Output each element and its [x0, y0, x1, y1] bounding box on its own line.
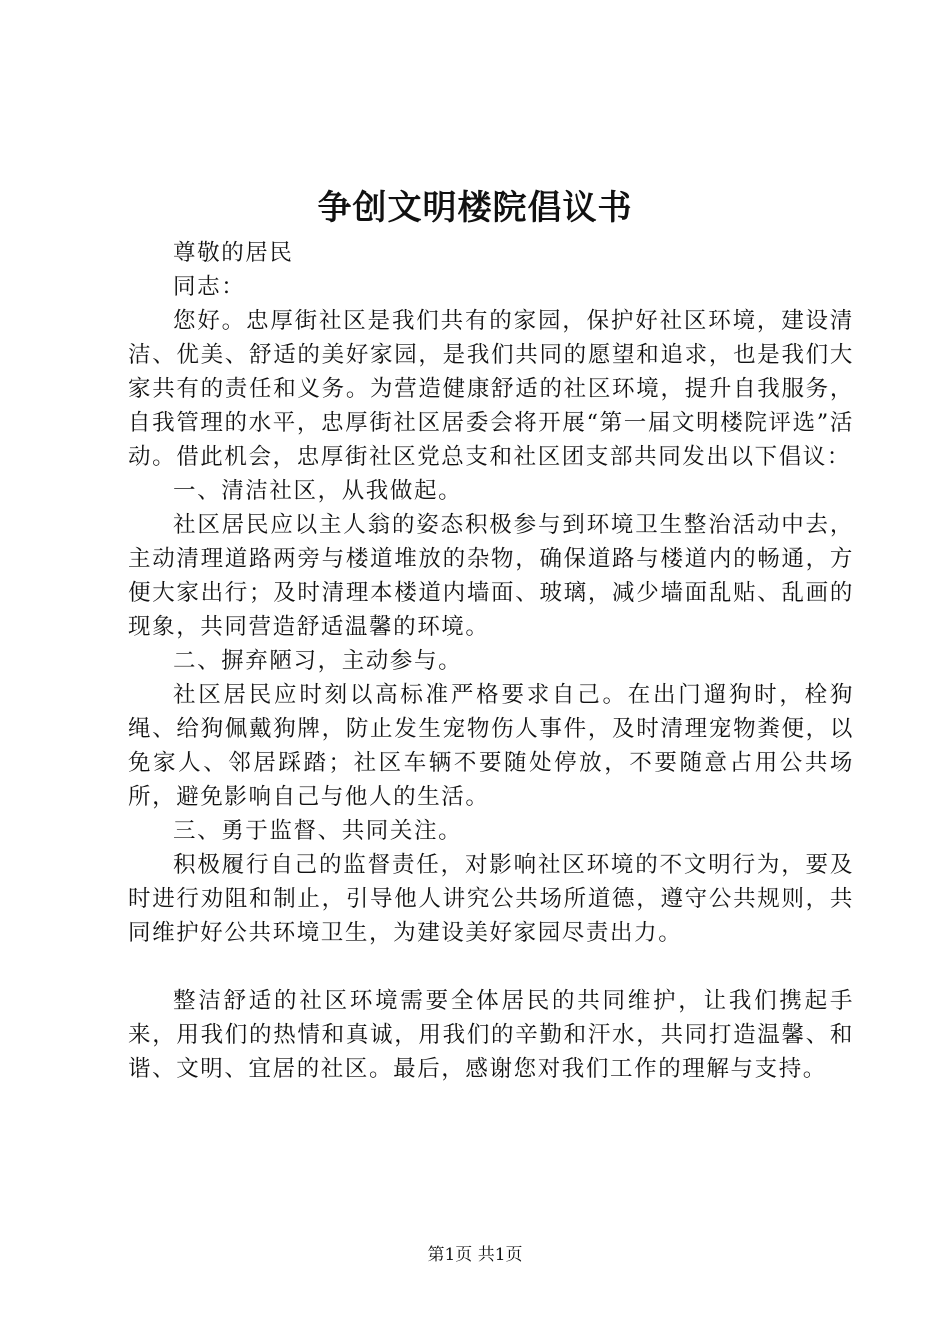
section-paragraph-1: 社区居民应以主人翁的姿态积极参与到环境卫生整治活动中去，主动清理道路两旁与楼道堆放的杂物，确保道路与楼道内的畅通，方便大家出行；及时清理本楼道内墙面、玻璃，减少墙面乱贴、乱画的现象，共同营造舒适温馨的环境。 — [128, 512, 854, 640]
section-heading-3: 三、勇于监督、共同关注。 — [173, 818, 463, 844]
section-heading-2: 二、摒弃陋习，主动参与。 — [173, 648, 463, 674]
section-paragraph-2: 社区居民应时刻以高标准严格要求自己。在出门遛狗时，栓狗绳、给狗佩戴狗牌，防止发生宠物伤人事件，及时清理宠物粪便，以免家人、邻居踩踏；社区车辆不要随处停放，不要随意占用公共场所，避免影响自己与他人的生活。 — [128, 682, 854, 810]
page-footer: 第1页 共1页 — [427, 1245, 523, 1265]
salutation-line-2: 同志： — [173, 274, 246, 300]
section-heading-1: 一、清洁社区，从我做起。 — [173, 478, 463, 504]
document-title: 争创文明楼院倡议书 — [317, 188, 633, 228]
section-paragraph-3: 积极履行自己的监督责任，对影响社区环境的不文明行为，要及时进行劝阻和制止，引导他人讲究公共场所道德，遵守公共规则，共同维护好公共环境卫生，为建设美好家园尽责出力。 — [128, 852, 854, 946]
document-body — [128, 236, 854, 1086]
closing-paragraph: 整洁舒适的社区环境需要全体居民的共同维护，让我们携起手来，用我们的热情和真诚，用我们的辛勤和汗水，共同打造温馨、和谐、文明、宜居的社区。最后，感谢您对我们工作的理解与支持。 — [128, 988, 854, 1082]
intro-paragraph: 您好。忠厚街社区是我们共有的家园，保护好社区环境，建设清洁、优美、舒适的美好家园，是我们共同的愿望和追求，也是我们大家共有的责任和义务。为营造健康舒适的社区环境，提升自我服务，自我管理的水平，忠厚街社区居委会将开展“第一届文明楼院评选”活动。借此机会，忠厚街社区党总支和社区团支部共同发出以下倡议： — [128, 308, 854, 470]
salutation-line-1: 尊敬的居民 — [173, 240, 294, 266]
